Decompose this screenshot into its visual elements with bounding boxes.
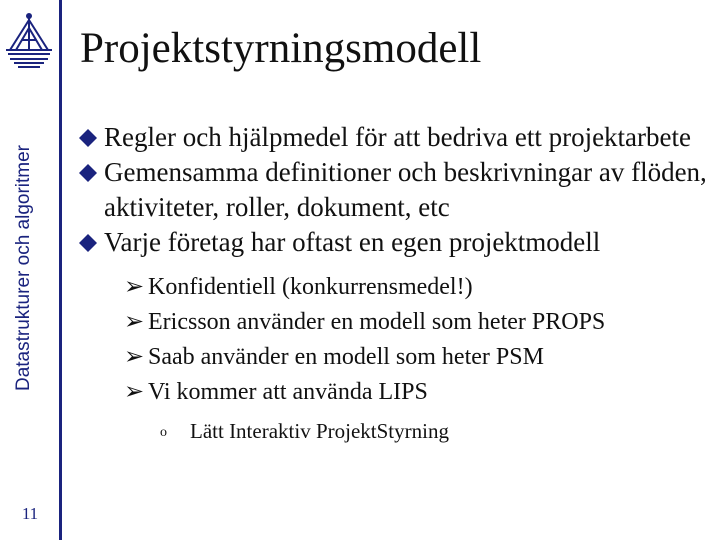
sub-bullet-item: [78, 340, 708, 375]
course-title: Datastrukturer och algoritmer: [13, 144, 34, 392]
university-logo-icon: [4, 10, 54, 72]
slide-content: [78, 120, 708, 446]
slide-title: Projektstyrningsmodell: [80, 25, 482, 72]
circle-bullet-icon: o: [160, 425, 167, 440]
arrow-bullet-icon: ➢: [124, 344, 145, 370]
slide-number: 11: [21, 504, 39, 523]
sub-sub-bullet-item: [78, 416, 708, 446]
sub-bullet-text: Saab använder en modell som heter PSM: [148, 344, 544, 370]
bullet-text: Gemensamma definitioner och beskrivningar av flöden, aktiviteter, roller, dokument, etc: [104, 157, 707, 222]
bullet-item: [78, 120, 708, 155]
sub-bullet-text: Ericsson använder en modell som heter PROPS: [148, 309, 606, 335]
bullet-item: [78, 155, 708, 225]
sub-bullet-item: [78, 270, 708, 305]
sidebar: [0, 0, 62, 540]
bullet-text: Regler och hjälpmedel för att bedriva ett projektarbete: [104, 122, 691, 152]
arrow-bullet-icon: ➢: [124, 309, 145, 335]
sub-sub-bullet-text: Lätt Interaktiv ProjektStyrning: [190, 419, 449, 443]
arrow-bullet-icon: ➢: [124, 379, 145, 405]
sub-bullet-item: [78, 305, 708, 340]
arrow-bullet-icon: ➢: [124, 274, 145, 300]
bullet-item: [78, 225, 708, 260]
diamond-bullet-icon: [78, 163, 98, 183]
diamond-bullet-icon: [78, 128, 98, 148]
sub-bullet-text: Vi kommer att använda LIPS: [148, 379, 428, 405]
diamond-bullet-icon: [78, 233, 98, 253]
bullet-text: Varje företag har oftast en egen projektmodell: [104, 227, 601, 257]
sub-bullet-item: [78, 375, 708, 410]
sub-bullet-text: Konfidentiell (konkurrensmedel!): [148, 274, 473, 300]
